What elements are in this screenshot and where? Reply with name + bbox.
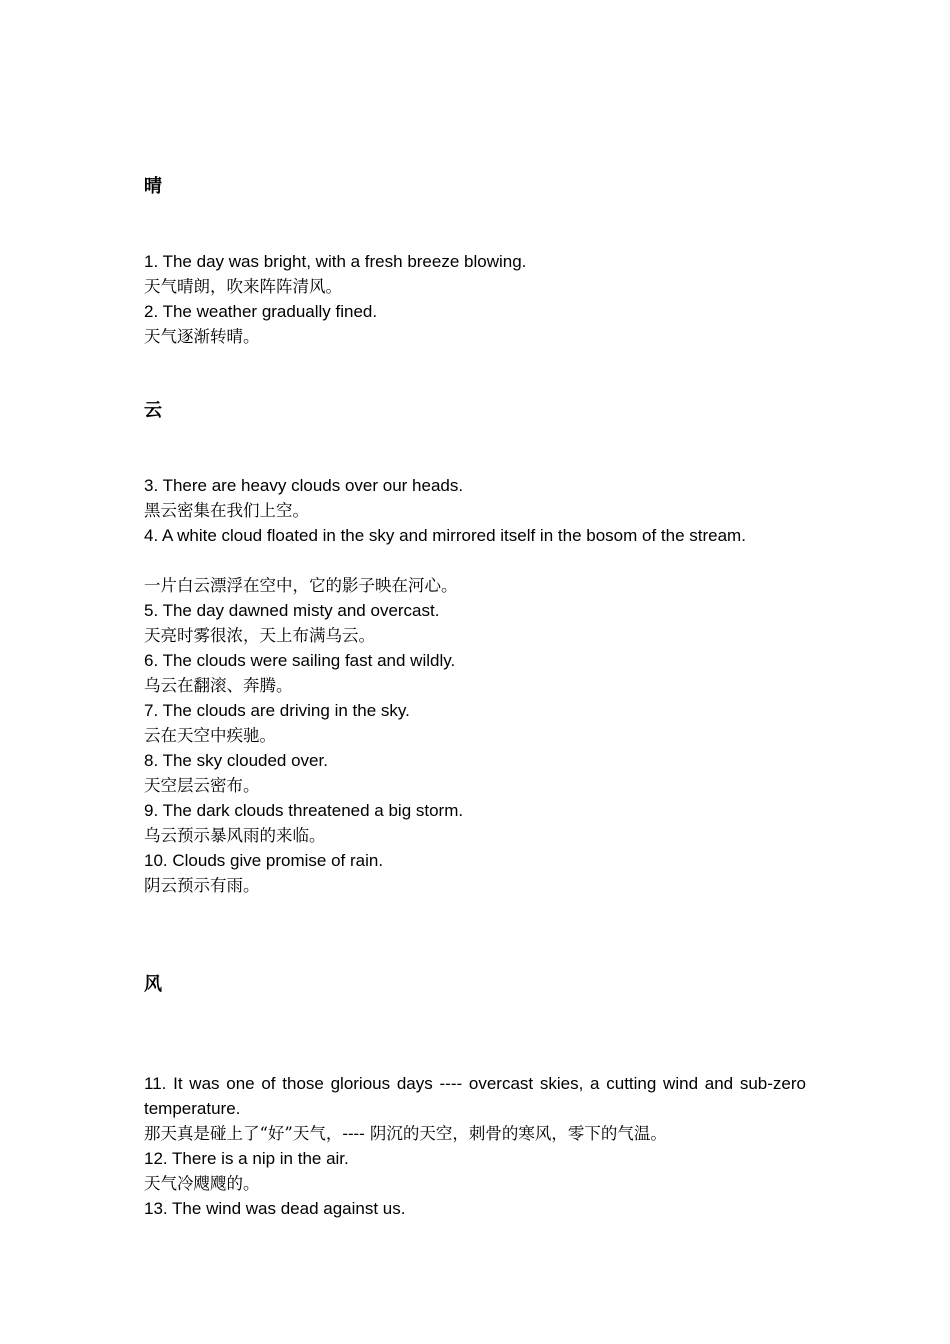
sentence-chinese: 阴云预示有雨。 <box>144 876 260 895</box>
section-heading-sunny: 晴 <box>144 176 162 197</box>
sentence-english: 9. The dark clouds threatened a big storm. <box>144 801 464 820</box>
sentence-chinese: 天气逐渐转晴。 <box>144 327 260 346</box>
section-heading-wind: 风 <box>144 974 162 995</box>
sentence-chinese: 黑云密集在我们上空。 <box>144 501 309 520</box>
sentence-english: 10. Clouds give promise of rain. <box>144 851 384 870</box>
sentence-english: 11. It was one of those glorious days ---- overcast skies, a cutting wind and sub-zero temperature. <box>144 1074 806 1118</box>
sentence-english: 7. The clouds are driving in the sky. <box>144 701 410 720</box>
sentence-chinese: 一片白云漂浮在空中，它的影子映在河心。 <box>144 576 458 595</box>
sentence-chinese: 天气晴朗，吹来阵阵清风。 <box>144 277 342 296</box>
sentence-chinese: 天空层云密布。 <box>144 776 260 795</box>
sentence-chinese: 天气冷飕飕的。 <box>144 1174 260 1193</box>
sentence-chinese: 云在天空中疾驰。 <box>144 726 276 745</box>
sentence-chinese: 乌云在翻滚、奔腾。 <box>144 676 293 695</box>
sentence-english: 1. The day was bright, with a fresh breeze blowing. <box>144 252 527 271</box>
sentence-chinese: 乌云预示暴风雨的来临。 <box>144 826 326 845</box>
sentence-english: 2. The weather gradually fined. <box>144 302 378 321</box>
section-heading-cloud: 云 <box>144 400 162 421</box>
sentence-english: 12. There is a nip in the air. <box>144 1149 349 1168</box>
sentence-chinese: 那天真是碰上了“好”天气，---- 阴沉的天空，刺骨的寒风，零下的气温。 <box>144 1124 667 1143</box>
sentence-english: 3. There are heavy clouds over our heads. <box>144 476 464 495</box>
sentence-chinese: 天亮时雾很浓，天上布满乌云。 <box>144 626 375 645</box>
sentence-english: 6. The clouds were sailing fast and wildly. <box>144 651 456 670</box>
sentence-english: 13. The wind was dead against us. <box>144 1199 406 1218</box>
sentence-english: 4. A white cloud floated in the sky and mirrored itself in the bosom of the stream. <box>144 526 746 545</box>
sentence-english: 5. The day dawned misty and overcast. <box>144 601 440 620</box>
sentence-english: 8. The sky clouded over. <box>144 751 328 770</box>
